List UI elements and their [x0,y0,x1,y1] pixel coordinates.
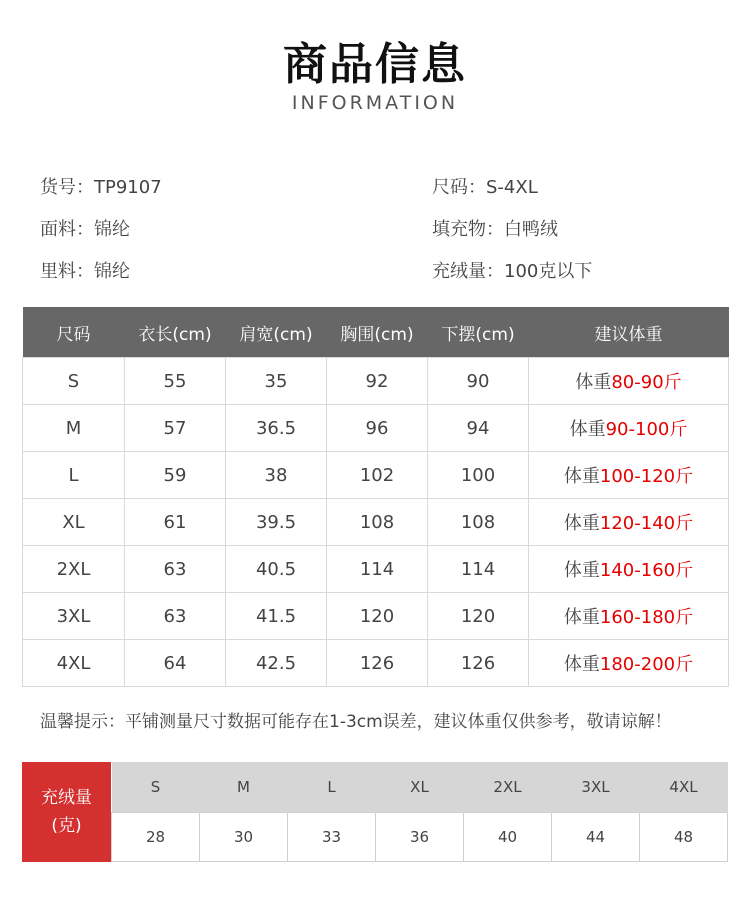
cell-length: 55 [125,358,226,405]
header-length: 衣长(cm) [125,307,226,358]
cell-chest: 126 [327,640,428,687]
fill-size: M [200,762,288,813]
weight-prefix: 体重 [575,372,612,393]
cell-chest: 108 [327,499,428,546]
fill-grams: 30 [200,813,288,862]
cell-shoulder: 39.5 [226,499,327,546]
info-fabric: 面料：锦纶 [40,219,130,240]
header-weight: 建议体重 [529,307,729,358]
table-row [23,358,729,405]
cell-length: 64 [125,640,226,687]
table-row [23,499,729,546]
cell-shoulder: 35 [226,358,327,405]
cell-size: M [23,405,125,452]
weight-range: 100-120斤 [599,466,694,487]
down-fill-values-row [112,813,728,862]
cell-weight [529,358,729,405]
cell-chest: 120 [327,593,428,640]
cell-weight [529,405,729,452]
weight-prefix: 体重 [563,466,600,487]
down-fill-header-row [112,762,728,813]
cell-chest: 102 [327,452,428,499]
fill-grams: 40 [464,813,552,862]
info-down-amount: 充绒量：100克以下 [432,261,593,282]
weight-range: 160-180斤 [599,607,694,628]
cell-size: L [23,452,125,499]
table-row [23,452,729,499]
cell-hem: 114 [428,546,529,593]
down-fill-label-line2: (克) [51,816,82,836]
weight-range: 90-100斤 [605,419,688,440]
cell-hem: 100 [428,452,529,499]
cell-weight [529,593,729,640]
cell-length: 59 [125,452,226,499]
info-lining: 里料：锦纶 [40,261,130,282]
cell-hem: 126 [428,640,529,687]
down-fill-label-line1: 充绒量 [41,788,92,808]
table-row [23,640,729,687]
table-row [23,405,729,452]
size-table [22,307,729,687]
down-fill-label [22,762,111,862]
cell-weight [529,452,729,499]
cell-shoulder: 38 [226,452,327,499]
weight-prefix: 体重 [563,513,600,534]
weight-range: 80-90斤 [611,372,682,393]
cell-length: 63 [125,546,226,593]
measurement-tip: 温馨提示：平铺测量尺寸数据可能存在1-3cm误差，建议体重仅供参考，敬请谅解！ [40,712,672,732]
fill-grams: 48 [640,813,728,862]
weight-prefix: 体重 [563,560,600,581]
fill-grams: 44 [552,813,640,862]
cell-length: 63 [125,593,226,640]
cell-weight [529,546,729,593]
info-filling: 填充物：白鸭绒 [432,219,558,240]
weight-prefix: 体重 [569,419,606,440]
cell-shoulder: 36.5 [226,405,327,452]
cell-weight [529,499,729,546]
fill-grams: 36 [376,813,464,862]
cell-size: S [23,358,125,405]
header-size: 尺码 [23,307,125,358]
weight-prefix: 体重 [563,607,600,628]
cell-hem: 120 [428,593,529,640]
header-shoulder: 肩宽(cm) [226,307,327,358]
down-fill-grid [111,762,728,862]
fill-grams: 33 [288,813,376,862]
table-row [23,546,729,593]
down-fill-table [22,762,728,862]
cell-size: 4XL [23,640,125,687]
fill-grams: 28 [112,813,200,862]
info-size: 尺码：S-4XL [432,177,538,198]
size-table-header-row [23,307,729,358]
cell-size: 3XL [23,593,125,640]
cell-chest: 96 [327,405,428,452]
fill-size: XL [376,762,464,813]
cell-hem: 90 [428,358,529,405]
cell-length: 61 [125,499,226,546]
fill-size: S [112,762,200,813]
cell-shoulder: 41.5 [226,593,327,640]
cell-shoulder: 40.5 [226,546,327,593]
header-chest: 胸围(cm) [327,307,428,358]
cell-size: XL [23,499,125,546]
weight-range: 120-140斤 [599,513,694,534]
cell-hem: 94 [428,405,529,452]
cell-length: 57 [125,405,226,452]
header-hem: 下摆(cm) [428,307,529,358]
cell-chest: 92 [327,358,428,405]
fill-size: 3XL [552,762,640,813]
cell-weight [529,640,729,687]
weight-range: 140-160斤 [599,560,694,581]
page-subtitle: INFORMATION [291,92,459,114]
cell-hem: 108 [428,499,529,546]
cell-shoulder: 42.5 [226,640,327,687]
page-title: 商品信息 [283,39,467,90]
weight-prefix: 体重 [563,654,600,675]
cell-chest: 114 [327,546,428,593]
table-row [23,593,729,640]
info-item-no: 货号：TP9107 [40,177,162,198]
fill-size: L [288,762,376,813]
fill-size: 4XL [640,762,728,813]
cell-size: 2XL [23,546,125,593]
fill-size: 2XL [464,762,552,813]
weight-range: 180-200斤 [599,654,694,675]
